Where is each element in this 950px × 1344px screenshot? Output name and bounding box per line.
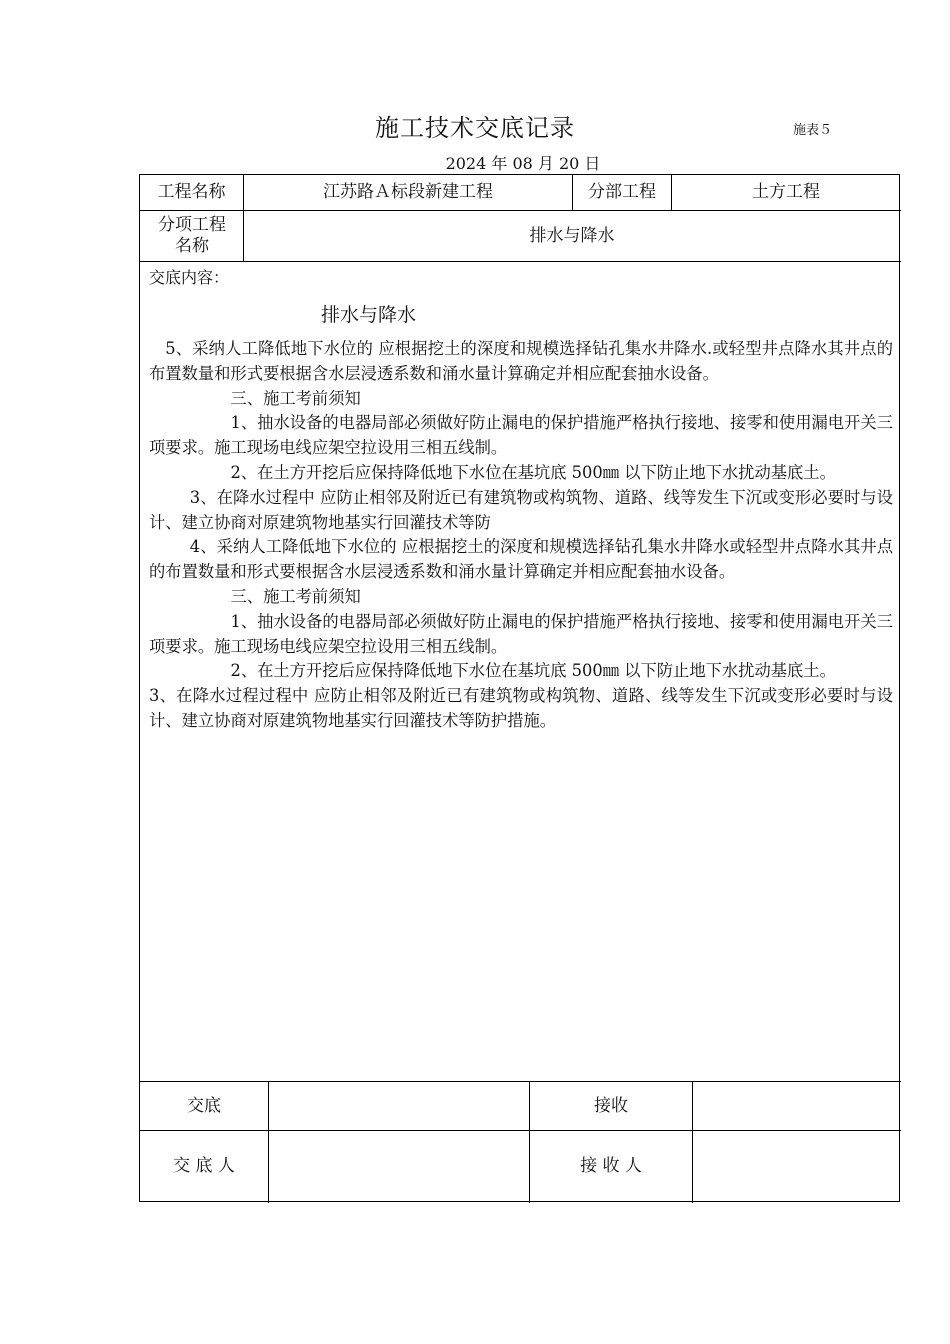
document-title: 施工技术交底记录 (375, 114, 575, 142)
document-date: 2024 年 08 月 20 日 (445, 154, 601, 173)
content-paragraph: 1、抽水设备的电器局部必须做好防止漏电的保护措施严格执行接地、接零和使用漏电开关三项要求。施工现场电线应架空拉设用三相五线制。 (149, 611, 893, 656)
subdivision-value: 排水与降水 (529, 225, 615, 246)
content-body (149, 337, 893, 734)
row-divider (140, 261, 901, 262)
receive-cell (693, 1082, 900, 1130)
content-paragraph: 3、在降水过程中 应防止相邻及附近已有建筑物或构筑物、道路、线等发生下沉或变形必要时与设计、建立协商对原建筑物地基实行回灌技术等防 (149, 487, 893, 532)
handover-cell (269, 1082, 529, 1130)
content-title: 排水与降水 (321, 304, 417, 326)
division-value: 土方工程 (752, 182, 820, 202)
content-label: 交底内容： (149, 268, 230, 287)
handover-person-label: 交 底 人 (173, 1156, 235, 1176)
content-paragraph: 2、在土方开挖后应保持降低地下水位在基坑底 500㎜ 以下防止地下水扰动基底土。 (230, 462, 836, 482)
content-paragraph: 1、抽水设备的电器局部必须做好防止漏电的保护措施严格执行接地、接零和使用漏电开关三项要求。施工现场电线应架空拉设用三相五线制。 (149, 413, 893, 458)
handover-label: 交底 (187, 1095, 221, 1116)
receiver-label: 接 收 人 (580, 1156, 642, 1176)
content-paragraph: 4、采纳人工降低地下水位的 应根据挖土的深度和规模选择钻孔集水井降水或轻型井点降水其井点的布置数量和形式要根据含水层浸透系数和涌水量计算确定并相应配套抽水设备。 (149, 537, 893, 582)
subdivision-label: 分项工程名称 (158, 215, 226, 256)
content-heading: 三、施工考前须知 (230, 586, 361, 606)
handover-person-signature (269, 1131, 529, 1202)
receive-label: 接收 (594, 1095, 628, 1116)
project-name-label: 工程名称 (157, 182, 226, 202)
form-number: 施表５ (793, 123, 833, 138)
project-name-value: 江苏路Ａ标段新建工程 (323, 182, 493, 202)
content-heading: 三、施工考前须知 (230, 388, 361, 408)
content-paragraph: 5、采纳人工降低地下水位的 应根据挖土的深度和规模选择钻孔集水井降水.或轻型井点降水其井点的布置数量和形式要根据含水层浸透系数和涌水量计算确定并相应配套抽水设备。 (149, 339, 893, 383)
disclosure-form-table (139, 174, 900, 1202)
division-label: 分部工程 (588, 182, 656, 202)
receiver-signature (693, 1131, 900, 1202)
content-paragraph: 2、在土方开挖后应保持降低地下水位在基坑底 500㎜ 以下防止地下水扰动基底土。 (230, 661, 836, 681)
content-paragraph: 3、在降水过程过程中 应防止相邻及附近已有建筑物或构筑物、道路、线等发生下沉或变形必要时与设计、建立协商对原建筑物地基实行回灌技术等防护措施。 (149, 686, 893, 730)
